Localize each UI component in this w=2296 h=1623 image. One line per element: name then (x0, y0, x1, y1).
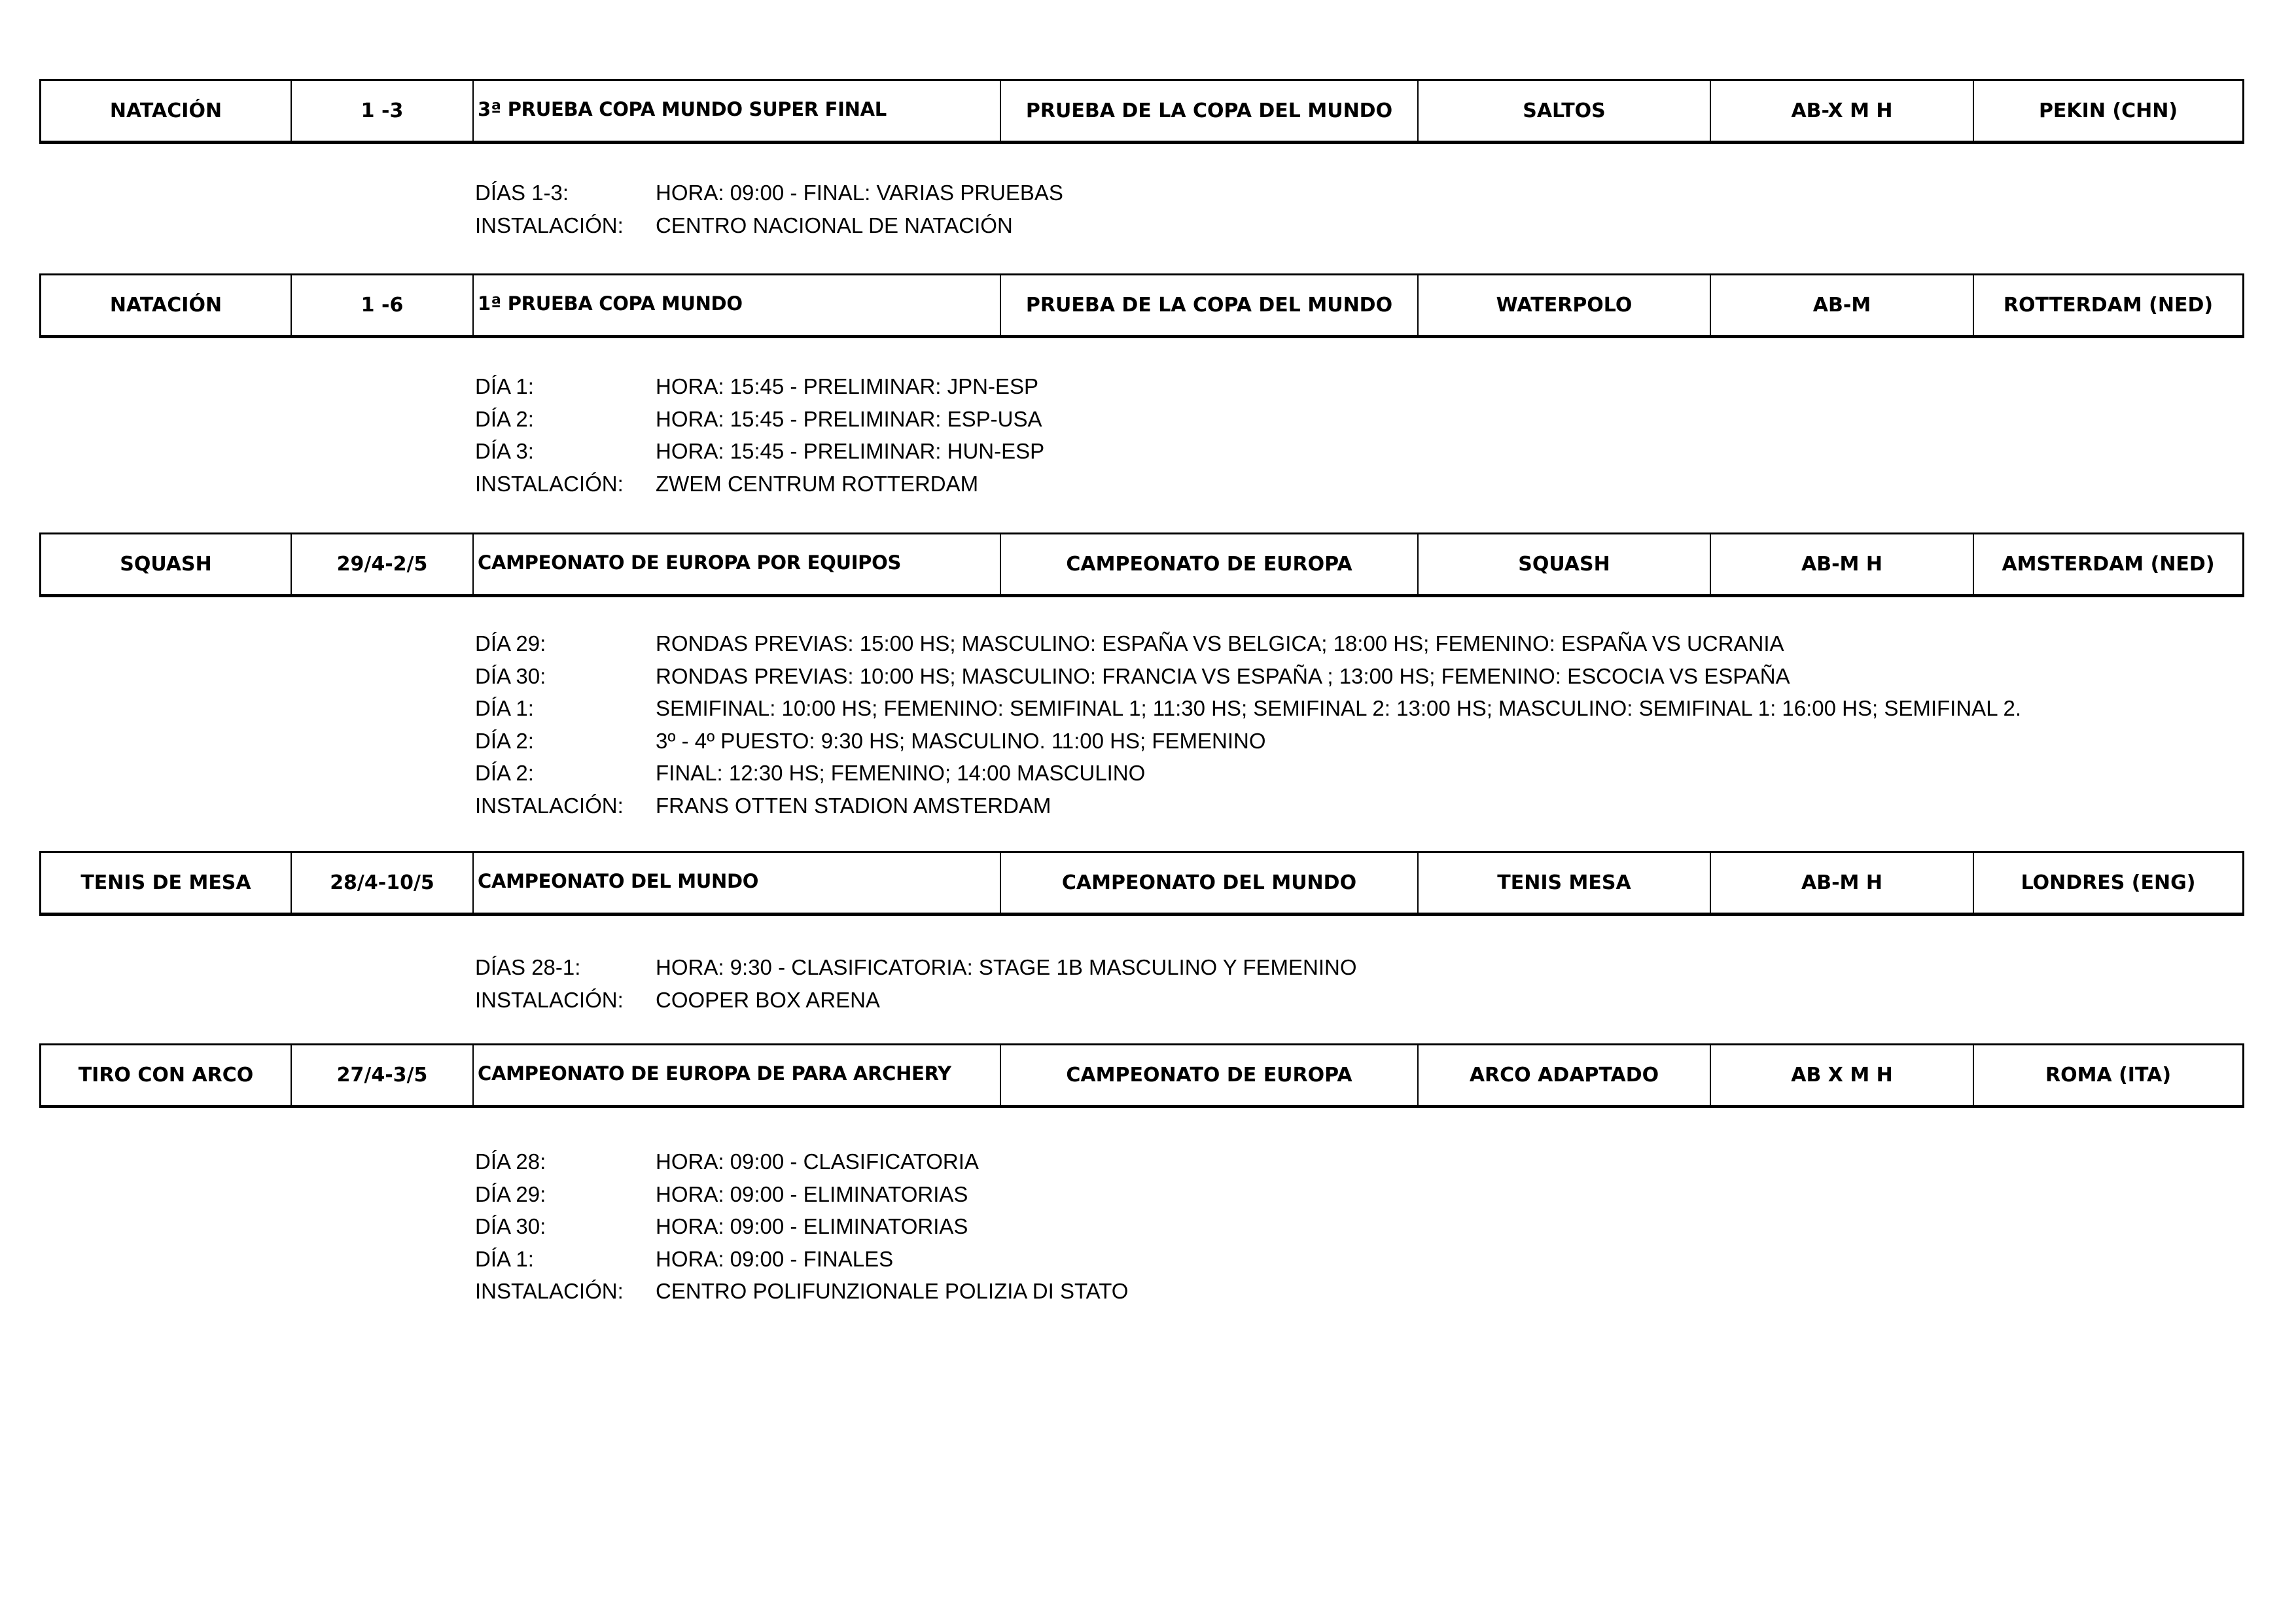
detail-value: SEMIFINAL: 10:00 HS; FEMENINO: SEMIFINAL 1; 11:30 HS; SEMIFINAL 2: 13:00 HS; MASCULINO: SEMIFINAL 1: 16:00 HS; SEMIFINAL 2. (656, 696, 2022, 720)
detail-value: FINAL: 12:30 HS; FEMENINO; 14:00 MASCULINO (656, 761, 1146, 785)
detail-label: DÍAS 1-3: (475, 181, 569, 205)
event-details (475, 370, 1044, 500)
event-type-cell: CAMPEONATO DE EUROPA (1001, 1045, 1419, 1105)
dates-cell: 29/4-2/5 (292, 534, 474, 594)
category-cell: AB-M (1711, 275, 1974, 335)
sport-cell: TIRO CON ARCO (41, 1045, 292, 1105)
detail-label: DÍA 2: (475, 406, 534, 431)
detail-label: DÍA 29: (475, 631, 546, 655)
sport-cell: SQUASH (41, 534, 292, 594)
sport-cell: NATACIÓN (41, 275, 292, 335)
event-row (39, 532, 2244, 597)
detail-line (475, 1145, 1128, 1178)
event-row (39, 79, 2244, 144)
detail-value: RONDAS PREVIAS: 10:00 HS; MASCULINO: FRANCIA VS ESPAÑA ; 13:00 HS; FEMENINO: ESCOCIA VS ESPAÑA (656, 663, 1790, 688)
detail-value: 3º - 4º PUESTO: 9:30 HS; MASCULINO. 11:00 HS; FEMENINO (656, 728, 1266, 753)
detail-line (475, 1243, 1128, 1276)
event-type-cell: CAMPEONATO DE EUROPA (1001, 534, 1419, 594)
detail-label: DÍA 2: (475, 728, 534, 753)
detail-value: HORA: 15:45 - PRELIMINAR: JPN-ESP (656, 374, 1038, 398)
detail-label: DÍA 3: (475, 439, 534, 463)
detail-line (475, 757, 2021, 790)
detail-value: HORA: 15:45 - PRELIMINAR: ESP-USA (656, 406, 1042, 431)
detail-label: INSTALACIÓN: (475, 793, 624, 818)
detail-line (475, 209, 1063, 242)
detail-label: DÍAS 28-1: (475, 955, 581, 979)
event-name-cell: 3ª PRUEBA COPA MUNDO SUPER FINAL (474, 81, 1001, 141)
event-row (39, 851, 2244, 916)
discipline-cell: ARCO ADAPTADO (1419, 1045, 1711, 1105)
detail-line (475, 984, 1357, 1017)
detail-label: DÍA 30: (475, 663, 546, 688)
detail-label: DÍA 1: (475, 374, 534, 398)
detail-line (475, 468, 1044, 500)
dates-cell: 1 -3 (292, 81, 474, 141)
detail-value: HORA: 09:00 - FINALES (656, 1246, 894, 1271)
detail-label: DÍA 1: (475, 696, 534, 720)
detail-label: INSTALACIÓN: (475, 213, 624, 237)
dates-cell: 1 -6 (292, 275, 474, 335)
detail-value: FRANS OTTEN STADION AMSTERDAM (656, 793, 1051, 818)
detail-line (475, 660, 2021, 693)
detail-value: HORA: 09:00 - CLASIFICATORIA (656, 1149, 979, 1174)
detail-line (475, 951, 1357, 984)
detail-label: DÍA 28: (475, 1149, 546, 1174)
location-cell: ROTTERDAM (NED) (2003, 294, 2214, 317)
detail-value: HORA: 09:00 - ELIMINATORIAS (656, 1181, 968, 1206)
dates-cell: 27/4-3/5 (292, 1045, 474, 1105)
discipline-cell: SQUASH (1419, 534, 1711, 594)
detail-value: COOPER BOX ARENA (656, 987, 880, 1012)
discipline-cell: SALTOS (1419, 81, 1711, 141)
detail-line (475, 177, 1063, 209)
sport-cell: NATACIÓN (41, 81, 292, 141)
detail-line (475, 435, 1044, 468)
detail-label: DÍA 2: (475, 761, 534, 785)
event-name-cell: CAMPEONATO DEL MUNDO (474, 853, 1001, 913)
dates-cell: 28/4-10/5 (292, 853, 474, 913)
event-name-cell: CAMPEONATO DE EUROPA DE PARA ARCHERY (474, 1045, 1001, 1105)
detail-label: DÍA 1: (475, 1246, 534, 1271)
detail-label: INSTALACIÓN: (475, 987, 624, 1012)
detail-line (475, 627, 2021, 660)
detail-line (475, 1210, 1128, 1243)
detail-label: INSTALACIÓN: (475, 471, 624, 496)
detail-value: HORA: 15:45 - PRELIMINAR: HUN-ESP (656, 439, 1045, 463)
detail-value: CENTRO POLIFUNZIONALE POLIZIA DI STATO (656, 1279, 1129, 1303)
event-details (475, 1145, 1128, 1308)
event-name-cell: 1ª PRUEBA COPA MUNDO (474, 275, 1001, 335)
event-row (39, 273, 2244, 338)
detail-value: HORA: 9:30 - CLASIFICATORIA: STAGE 1B MASCULINO Y FEMENINO (656, 955, 1357, 979)
detail-value: CENTRO NACIONAL DE NATACIÓN (656, 213, 1013, 237)
discipline-cell: WATERPOLO (1419, 275, 1711, 335)
detail-line (475, 1178, 1128, 1211)
event-details (475, 627, 2021, 822)
location-cell: AMSTERDAM (NED) (2002, 553, 2215, 576)
detail-label: INSTALACIÓN: (475, 1279, 624, 1303)
detail-line (475, 1275, 1128, 1308)
category-cell: AB-M H (1711, 853, 1974, 913)
detail-label: DÍA 29: (475, 1181, 546, 1206)
detail-value: HORA: 09:00 - ELIMINATORIAS (656, 1214, 968, 1238)
sport-cell: TENIS DE MESA (41, 853, 292, 913)
detail-line (475, 403, 1044, 436)
detail-line (475, 370, 1044, 403)
category-cell: AB X M H (1711, 1045, 1974, 1105)
event-details (475, 951, 1357, 1016)
event-type-cell: PRUEBA DE LA COPA DEL MUNDO (1001, 81, 1419, 141)
event-row (39, 1043, 2244, 1108)
detail-value: RONDAS PREVIAS: 15:00 HS; MASCULINO: ESPAÑA VS BELGICA; 18:00 HS; FEMENINO: ESPAÑA VS UCRANIA (656, 631, 1784, 655)
location-cell: ROMA (ITA) (2045, 1064, 2172, 1087)
location-cell: LONDRES (ENG) (2021, 871, 2196, 894)
detail-value: ZWEM CENTRUM ROTTERDAM (656, 471, 979, 496)
detail-line (475, 692, 2021, 725)
event-details (475, 177, 1063, 241)
detail-label: DÍA 30: (475, 1214, 546, 1238)
category-cell: AB-M H (1711, 534, 1974, 594)
event-type-cell: CAMPEONATO DEL MUNDO (1001, 853, 1419, 913)
discipline-cell: TENIS MESA (1419, 853, 1711, 913)
category-cell: AB-X M H (1711, 81, 1974, 141)
detail-line (475, 790, 2021, 822)
event-type-cell: PRUEBA DE LA COPA DEL MUNDO (1001, 275, 1419, 335)
detail-line (475, 725, 2021, 758)
location-cell: PEKIN (CHN) (2038, 99, 2178, 122)
event-name-cell: CAMPEONATO DE EUROPA POR EQUIPOS (474, 534, 1001, 594)
detail-value: HORA: 09:00 - FINAL: VARIAS PRUEBAS (656, 181, 1063, 205)
